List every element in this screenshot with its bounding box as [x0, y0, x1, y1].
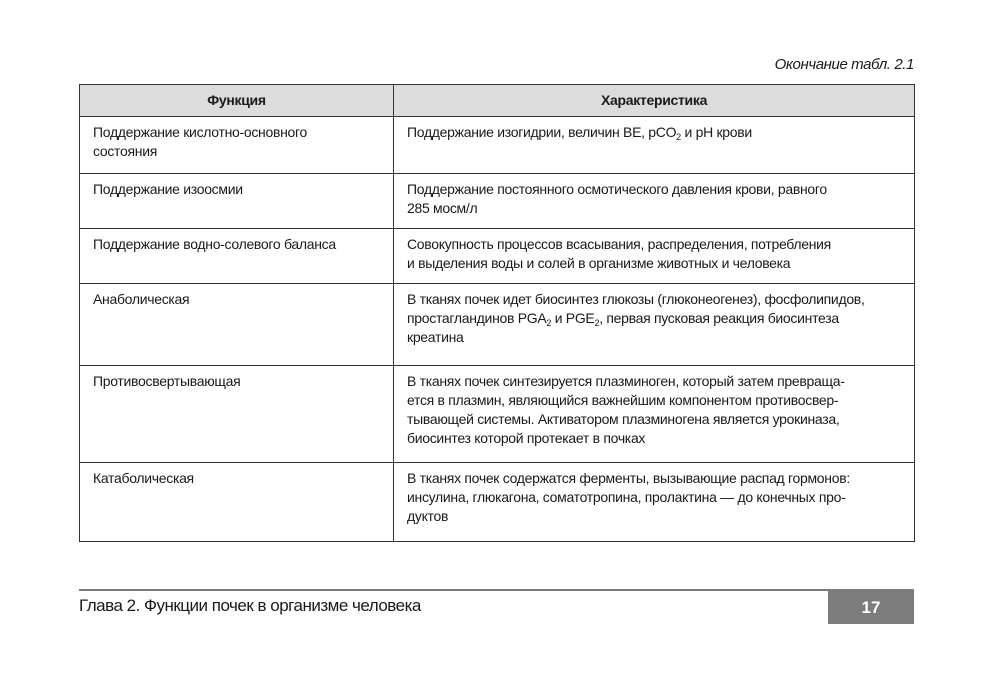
- function-cell: [80, 463, 394, 542]
- cell-line: тывающей системы. Активатором плазминогена является урокиназа,: [407, 411, 840, 427]
- cell-line: и выделения воды и солей в организме животных и человека: [407, 255, 791, 271]
- characteristic-cell: [394, 463, 915, 542]
- function-cell: [80, 284, 394, 366]
- table-header-row: [80, 85, 915, 117]
- cell-line: В тканях почек синтезируется плазминоген, который затем превраща-: [407, 373, 845, 389]
- characteristic-cell: [394, 284, 915, 366]
- cell-line: дуктов: [407, 508, 449, 524]
- table-caption: Окончание табл. 2.1: [774, 56, 914, 73]
- function-cell: [80, 117, 394, 174]
- table-row: [80, 463, 915, 542]
- header-characteristic: Характеристика: [394, 85, 915, 117]
- table-row: [80, 117, 915, 174]
- table-row: [80, 229, 915, 284]
- cell-line: В тканях почек идет биосинтез глюкозы (глюконеогенез), фосфолипидов,: [407, 291, 865, 307]
- cell-line: состояния: [93, 143, 157, 159]
- cell-line: 285 мосм/л: [407, 200, 478, 216]
- text-segment: , первая пусковая реакция биосинтеза: [599, 310, 839, 326]
- text-segment: и PGE: [551, 310, 595, 326]
- table-row: [80, 174, 915, 229]
- cell-line: [407, 309, 902, 328]
- cell-line: Поддержание водно-солевого баланса: [93, 236, 336, 252]
- characteristic-cell: [394, 366, 915, 463]
- cell-line: Противосвертывающая: [93, 373, 241, 389]
- subscript: 2: [676, 132, 681, 142]
- header-function: Функция: [80, 85, 394, 117]
- cell-line: Катаболическая: [93, 470, 194, 486]
- table-row: [80, 284, 915, 366]
- cell-line: Поддержание изоосмии: [93, 181, 243, 197]
- text-segment: простагландинов PGA: [407, 310, 547, 326]
- functions-table: [79, 84, 915, 542]
- chapter-title: Глава 2. Функции почек в организме человека: [79, 596, 421, 615]
- cell-line: Поддержание постоянного осмотического давления крови, равного: [407, 181, 827, 197]
- cell-line: Анаболическая: [93, 291, 190, 307]
- table-row: [80, 366, 915, 463]
- text-segment: Поддержание изогидрии, величин BE, pCO: [407, 124, 677, 140]
- characteristic-cell: [394, 174, 915, 229]
- subscript: 2: [546, 318, 552, 328]
- subscript: 2: [594, 318, 600, 328]
- cell-line: ется в плазмин, являющийся важнейшим компонентом противосвер-: [407, 392, 839, 408]
- function-cell: [80, 174, 394, 229]
- page-number: 17: [828, 589, 914, 624]
- text-segment: и pH крови: [680, 124, 752, 140]
- function-cell: [80, 366, 394, 463]
- cell-line: [407, 123, 902, 142]
- cell-line: В тканях почек содержатся ферменты, вызывающие распад гормонов:: [407, 470, 850, 486]
- cell-line: креатина: [407, 329, 464, 345]
- footer-rule: [79, 589, 828, 591]
- function-cell: [80, 229, 394, 284]
- cell-line: Поддержание кислотно-основного: [93, 124, 308, 140]
- cell-line: инсулина, глюкагона, соматотропина, пролактина — до конечных про-: [407, 489, 846, 505]
- characteristic-cell: [394, 229, 915, 284]
- cell-line: Совокупность процессов всасывания, распределения, потребления: [407, 236, 831, 252]
- cell-line: биосинтез которой протекает в почках: [407, 430, 646, 446]
- characteristic-cell: [394, 117, 915, 174]
